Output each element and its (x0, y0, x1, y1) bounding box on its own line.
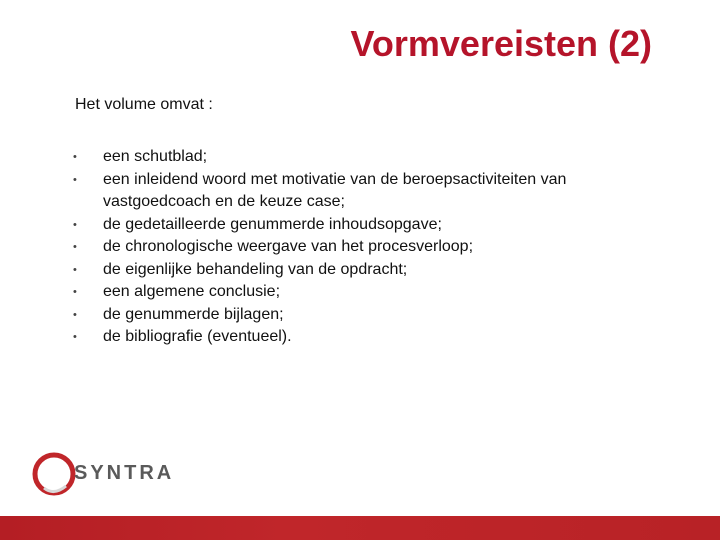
bullet-icon: • (73, 151, 77, 163)
slide-title: Vormvereisten (2) (350, 23, 652, 64)
bullet-icon: • (73, 286, 77, 298)
intro-text: Het volume omvat : (75, 96, 213, 113)
list-item-text: de gedetailleerde genummerde inhoudsopgave; (103, 215, 442, 233)
list-item (73, 304, 653, 327)
list-item-text: een algemene conclusie; (103, 283, 281, 300)
logo-text: SYNTRA (74, 462, 175, 484)
list-item (73, 146, 653, 169)
list-item-text: een schutblad; (103, 148, 208, 165)
list-item-text: de eigenlijke behandeling van de opdracht; (103, 260, 408, 278)
list-item-text: de bibliografie (eventueel). (103, 328, 292, 345)
bullet-icon: • (73, 308, 77, 321)
syntra-logo (30, 450, 175, 498)
bullet-icon: • (73, 173, 77, 186)
bullet-list (73, 146, 653, 349)
bullet-icon: • (73, 331, 77, 343)
bullet-icon: • (73, 241, 77, 253)
bottom-bar (0, 516, 720, 540)
list-item-text: een inleidend woord met motivatie van de beroepsactiviteiten van vastgoedcoach en de keuze case; (103, 170, 567, 210)
list-item (73, 281, 653, 304)
list-item (73, 236, 653, 259)
list-item (73, 214, 653, 237)
list-item-text: de chronologische weergave van het procesverloop; (103, 238, 474, 255)
list-item (73, 169, 653, 214)
bullet-icon: • (73, 263, 77, 276)
syntra-ring-logo-icon (30, 450, 78, 498)
list-item (73, 326, 653, 349)
list-item (73, 259, 653, 282)
bullet-icon: • (73, 218, 77, 231)
list-item-text: de genummerde bijlagen; (103, 305, 284, 323)
